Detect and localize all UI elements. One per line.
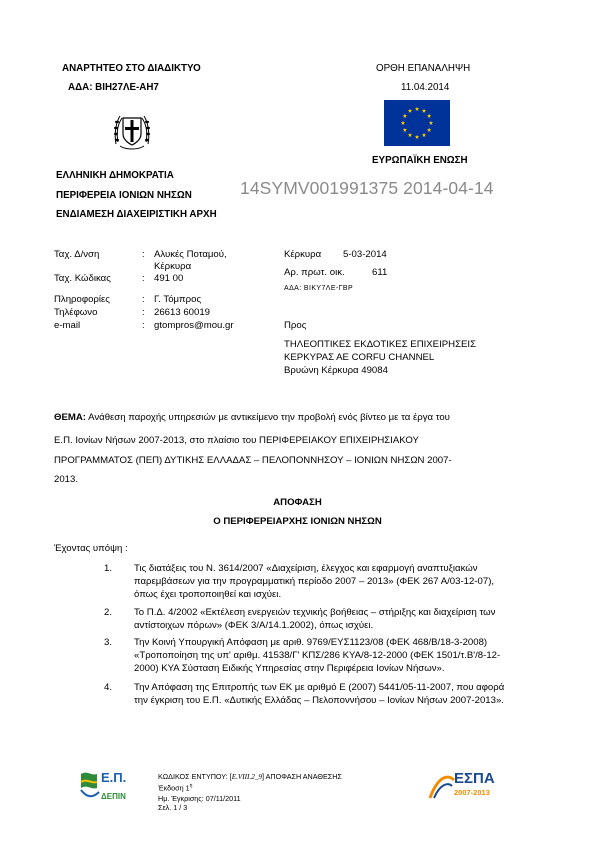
decision-subtitle: Ο ΠΕΡΙΦΕΡΕΙΑΡΧΗΣ ΙΟΝΙΩΝ ΝΗΣΩΝ — [213, 516, 382, 527]
sender-label-info: Πληροφορίες — [54, 294, 110, 305]
item-number: 2. — [104, 607, 113, 618]
subject-line-1 — [54, 412, 540, 423]
subject-line-4: 2013. — [54, 474, 79, 485]
sender-label-postcode: Ταχ. Κώδικας — [54, 273, 111, 284]
footer-code-value: E.VIII.2_9 — [231, 773, 263, 781]
decision-intro: Έχοντας υπόψη : — [54, 543, 128, 554]
footer-edition — [158, 783, 192, 792]
item-1-line-2: παρεμβάσεων για την προγραμματική περίοδο 2007 – 2013» (ΦΕΚ 267 Α/03-12-07), — [134, 576, 495, 587]
meta-protocol-label: Αρ. πρωτ. οικ. — [284, 267, 345, 278]
org-line-1: ΕΛΛΗΝΙΚΗ ΔΗΜΟΚΡΑΤΙΑ — [56, 170, 174, 181]
footer-code — [158, 772, 342, 781]
sender-address-line2: Κέρκυρα — [154, 261, 192, 272]
subject-line-3: ΠΡΟΓΡΑΜΜΑΤΟΣ (ΠΕΠ) ΔΥΤΙΚΗΣ ΕΛΛΑΔΑΣ – ΠΕΛΟΠΟΝΝΗΣΟΥ – ΙΟΝΙΩΝ ΝΗΣΩΝ 2007- — [54, 455, 452, 466]
correction-label: ΟΡΘΗ ΕΠΑΝΑΛΗΨΗ — [376, 63, 471, 74]
sender-email[interactable]: gtompros@mou.gr — [154, 320, 234, 331]
subject-label: ΘΕΜΑ: — [54, 412, 86, 423]
sender-label-email: e-mail — [54, 320, 81, 331]
footer-edition-sup: η — [189, 783, 193, 789]
footer-code-suffix: ] ΑΠΟΦΑΣΗ ΑΝΑΘΕΣΗΣ — [262, 772, 342, 781]
espa-logo-top: ΕΣΠΑ — [454, 770, 495, 787]
sender-postcode: 491 00 — [154, 273, 184, 284]
item-2-line-2: αντίστοιχων πόρων» (ΦΕΚ 3/Α/14.1.2002), όπως ισχύει. — [134, 620, 374, 631]
item-3-line-2: «Τροποποίηση της υπ' αριθμ. 41538/Γ' ΚΠΣ/286 ΚΥΑ/8-12-2000 (ΦΕΚ 1501/τ.Β'/8-12- — [134, 650, 501, 661]
sender-info: Γ. Τόμπρος — [154, 294, 202, 305]
item-number: 1. — [104, 563, 113, 574]
org-line-2: ΠΕΡΙΦΕΡΕΙΑ ΙΟΝΙΩΝ ΝΗΣΩΝ — [56, 190, 192, 201]
item-number: 3. — [104, 637, 113, 648]
eu-label: ΕΥΡΩΠΑΪΚΗ ΕΝΩΣΗ — [372, 155, 468, 166]
meta-ada-small: ΑΔΑ: ΒΙΚΥ7ΛΕ-ΓΒΡ — [284, 285, 354, 292]
meta-protocol-no: 611 — [372, 267, 388, 278]
greek-emblem-icon — [110, 108, 154, 152]
meta-date: 5-03-2014 — [343, 249, 387, 260]
org-line-3: ΕΝΔΙΑΜΕΣΗ ΔΙΑΧΕΙΡΙΣΤΙΚΗ ΑΡΧΗ — [56, 209, 217, 220]
recipient-line-3: Βρυώνη Κέρκυρα 49084 — [284, 365, 388, 376]
item-2-line-1: Το Π.Δ. 4/2002 «Εκτέλεση ενεργειών τεχνικής βοήθειας – στήριξης και διαχείριση των — [134, 607, 496, 618]
sender-label-address: Ταχ. Δ/νση — [54, 249, 100, 260]
item-1-line-1: Τις διατάξεις του Ν. 3614/2007 «Διαχείριση, έλεγχος και εφαρμογή αναπτυξιακών — [134, 563, 478, 574]
footer-edition-text: Έκδοση 1 — [158, 783, 190, 793]
footer-code-label: ΚΩΔΙΚΟΣ ΕΝΤΥΠΟΥ: [ — [158, 772, 232, 781]
espa-logo — [428, 770, 500, 802]
footer-page: Σελ. 1 / 3 — [158, 803, 188, 812]
ep-logo-top: Ε.Π. — [101, 770, 127, 785]
subject-text-1: Ανάθεση παροχής υπηρεσιών με αντικείμενο την προβολή ενός βίντεο με τα έργα του — [88, 412, 450, 423]
sender-label-phone: Τηλέφωνο — [54, 307, 98, 318]
posted-online-label: ΑΝΑΡΤΗΤΕΟ ΣΤΟ ΔΙΑΔΙΚΤΥΟ — [62, 63, 201, 74]
sender-colon: : — [142, 307, 145, 318]
ep-logo — [79, 768, 137, 806]
sender-phone: 26613 60019 — [154, 307, 211, 318]
footer-approval: Ημ. Έγκρισης: 07/11/2011 — [158, 794, 241, 803]
espa-logo-bottom: 2007-2013 — [454, 788, 490, 797]
sender-colon: : — [142, 294, 145, 305]
item-1-line-3: όπως έχει τροποποιηθεί και ισχύει. — [134, 589, 282, 600]
recipient-to-label: Προς — [284, 320, 307, 331]
item-4-line-2: την έγκριση του Ε.Π. «Δυτικής Ελλάδας – Πελοποννήσου – Ιονίων Νήσων 2007-2013». — [134, 695, 504, 706]
subject-line-2: Ε.Π. Ιονίων Νήσων 2007-2013, στο πλαίσιο του ΠΕΡΙΦΕΡΕΙΑΚΟΥ ΕΠΙΧΕΙΡΗΣΙΑΚΟΥ — [54, 435, 419, 446]
sender-address-line1: Αλυκές Ποταμού, — [154, 249, 227, 260]
ada-top: ΑΔΑ: ΒΙΗ27ΛΕ-ΑΗ7 — [68, 82, 159, 93]
eu-flag-icon — [384, 100, 450, 146]
sender-colon: : — [142, 249, 145, 260]
decision-title: ΑΠΟΦΑΣΗ — [273, 497, 322, 508]
item-3-line-1: Την Κοινή Υπουργική Απόφαση με αριθ. 9769/ΕΥΣ1123/08 (ΦΕΚ 468/Β/18-3-2008) — [134, 637, 488, 648]
meta-place: Κέρκυρα — [284, 249, 322, 260]
recipient-line-2: ΚΕΡΚΥΡΑΣ ΑΕ CORFU CHANNEL — [284, 352, 435, 363]
sender-colon: : — [142, 273, 145, 284]
recipient-line-1: ΤΗΛΕΟΠΤΙΚΕΣ ΕΚΔΟΤΙΚΕΣ ΕΠΙΧΕΙΡΗΣΕΙΣ — [284, 339, 477, 350]
correction-date: 11.04.2014 — [401, 82, 450, 93]
sender-colon: : — [142, 320, 145, 331]
ep-logo-bottom: ΔΕΠΙΝ — [101, 792, 126, 801]
item-number: 4. — [104, 682, 113, 693]
item-3-line-3: 2000) ΚΥΑ Σύσταση Ειδικής Υπηρεσίας στην Περιφέρεια Ιονίων Νήσων». — [134, 663, 445, 674]
item-4-line-1: Την Απόφαση της Επιτροπής των ΕΚ με αριθμό Ε (2007) 5441/05-11-2007, που αφορά — [134, 682, 505, 693]
protocol-stamp: 14SYMV001991375 2014-04-14 — [240, 178, 494, 198]
